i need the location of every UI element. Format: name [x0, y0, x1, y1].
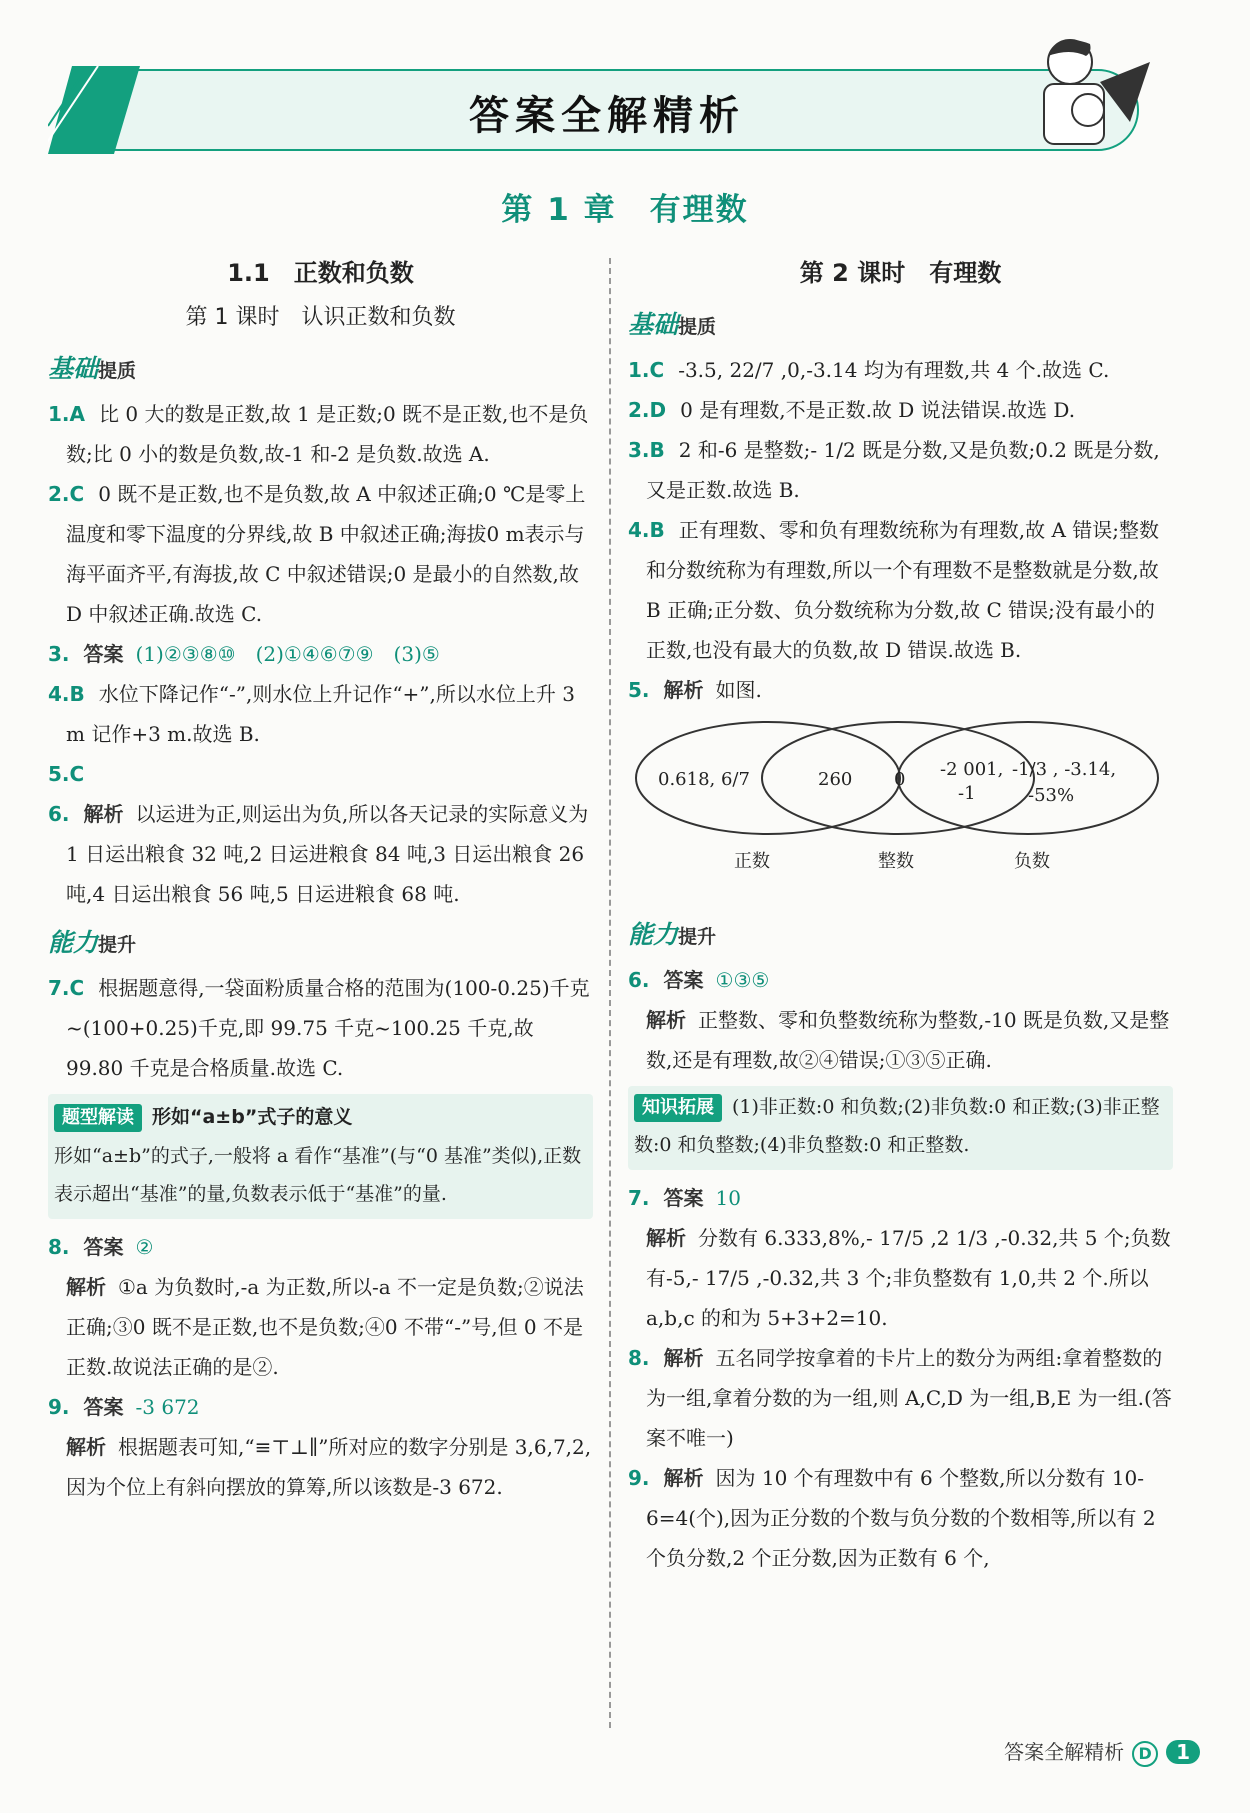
column-divider: [609, 258, 611, 1728]
answer-item: 4.B 水位下降记作“-”,则水位上升记作“+”,所以水位上升 3 m 记作+3 m.故选 B.: [48, 682, 575, 746]
venn-negative-integer-2: -1: [958, 783, 976, 804]
tip-label: 题型解读: [54, 1104, 142, 1132]
tip-box: [628, 1086, 1173, 1170]
answer-item: 9. 解析 因为 10 个有理数中有 6 个整数,所以分数有 10-6=4(个),因为正分数的个数与负分数的个数相等,所以有 2 个负分数,2 个正分数,因为正数有 6 个,: [628, 1466, 1156, 1570]
ability-heading: 能力提升: [48, 928, 137, 957]
answer-item: 3. 答案 (1)②③⑧⑩ (2)①④⑥⑦⑨ (3)⑤: [48, 642, 440, 666]
answer-item: 2.D 0 是有理数,不是正数.故 D 说法错误.故选 D.: [628, 398, 1076, 422]
analysis-text: 解析 根据题表可知,“≡⊤⊥∥”所对应的数字分别是 3,6,7,2,因为个位上有斜向摆放的算筹,所以该数是-3 672.: [66, 1435, 592, 1499]
basic-heading: 基础提质: [48, 354, 137, 383]
answer-item: 5. 解析 如图.: [628, 678, 762, 702]
venn-negative-integer: -2 001,: [940, 759, 1004, 780]
basic-heading: 基础提质: [628, 310, 717, 339]
mascot-illustration: [1000, 22, 1178, 154]
answer-item: 4.B 正有理数、零和负有理数统称为有理数,故 A 错误;整数和分数统称为有理数,所以一个有理数不是整数就是分数,故 B 正确;正分数、负分数统称为分数,故 C 错误;没有最小的正数,也没有最大的负数,故 D 错误.故选 B.: [628, 518, 1160, 662]
answer-item: 7.C 根据题意得,一袋面粉质量合格的范围为(100-0.25)千克~(100+0.25)千克,即 99.75 千克~100.25 千克,故 99.80 千克是合格质量.故选 C.: [48, 976, 590, 1080]
page-banner: [48, 66, 1166, 154]
answer-item: 8. 解析 五名同学按拿着的卡片上的数分为两组:拿着整数的为一组,拿着分数的为一组,则 A,C,D 为一组,B,E 为一组.(答案不唯一): [628, 1346, 1172, 1450]
section-title: 1.1 正数和负数: [227, 259, 414, 287]
answer-item: 3.B 2 和-6 是整数;- 1/2 既是分数,又是负数;0.2 既是分数,又是正数.故选 B.: [628, 438, 1160, 502]
answer-item: 6. 解析 以运进为正,则运出为负,所以各天记录的实际意义为 1 日运出粮食 32 吨,2 日运进粮食 84 吨,3 日运出粮食 26 吨,4 日运出粮食 56 吨,5 日运进粮食 68 吨.: [48, 802, 589, 906]
answer-item: 7. 答案 10: [628, 1186, 741, 1210]
answer-item: 1.A 比 0 大的数是正数,故 1 是正数;0 既不是正数,也不是负数;比 0 小的数是负数,故-1 和-2 是负数.故选 A.: [48, 402, 589, 466]
analysis-text: 解析 ①a 为负数时,-a 为正数,所以-a 不一定是负数;②说法正确;③0 既不是正数,也不是负数;④0 不带“-”号,但 0 不是正数.故说法正确的是②.: [66, 1275, 584, 1379]
right-column: [628, 250, 1173, 1578]
footer-edition-letter: D: [1132, 1741, 1158, 1767]
venn-negative-values: -1/3 , -3.14,: [1012, 759, 1117, 780]
venn-positive-integer: 260: [818, 769, 853, 790]
venn-label-negative: 负数: [1014, 851, 1050, 872]
answer-item: 8. 答案 ②: [48, 1235, 154, 1259]
banner-title: 答案全解精析: [469, 93, 745, 139]
tip-box: [48, 1094, 593, 1219]
tip-title: 形如“a±b”式子的意义: [152, 1106, 353, 1128]
tip-text: (1)非正数:0 和负数;(2)非负数:0 和正数;(3)非正整数:0 和负整数;(4)非负整数:0 和正整数.: [634, 1096, 1160, 1156]
analysis-text: 解析 正整数、零和负整数统称为整数,-10 既是负数,又是整数,还是有理数,故②④错误;①③⑤正确.: [646, 1008, 1170, 1072]
answer-item: 1.C -3.5, 22/7 ,0,-3.14 均为有理数,共 4 个.故选 C.: [628, 358, 1110, 382]
tip-label: 知识拓展: [634, 1094, 722, 1122]
answer-item: 6. 答案 ①③⑤: [628, 968, 770, 992]
venn-zero: 0: [894, 769, 906, 790]
page-footer: [1004, 1736, 1200, 1767]
lesson-title: 第 1 课时 认识正数和负数: [185, 305, 456, 330]
chapter-title: 第 1 章 有理数: [501, 192, 749, 228]
venn-label-positive: 正数: [734, 851, 770, 872]
analysis-text: 解析 分数有 6.333,8%,- 17/5 ,2 1/3 ,-0.32,共 5 个;负数有-5,- 17/5 ,-0.32,共 3 个;非负整数有 1,0,共 2 个.所以 a,b,c 的和为 5+3+2=10.: [646, 1226, 1171, 1330]
ability-heading: 能力提升: [628, 920, 717, 949]
venn-label-integer: 整数: [878, 851, 914, 872]
lesson-title: 第 2 课时 有理数: [799, 259, 1002, 287]
answer-item: 2.C 0 既不是正数,也不是负数,故 A 中叙述正确;0 ℃是零上温度和零下温度的分界线,故 B 中叙述正确;海拔0 m表示与海平面齐平,有海拔,故 C 中叙述错误;0 是最小的自然数,故 D 中叙述正确.故选 C.: [48, 482, 586, 626]
footer-text: 答案全解精析: [1004, 1740, 1125, 1764]
answer-item: 9. 答案 -3 672: [48, 1395, 200, 1419]
venn-positive-fractions: 0.618, 6/7: [658, 769, 750, 790]
answer-item: 5.C: [48, 762, 85, 786]
venn-diagram: [628, 716, 1173, 906]
venn-negative-values-2: -53%: [1028, 785, 1075, 806]
tip-text: 形如“a±b”的式子,一般将 a 看作“基准”(与“0 基准”类似),正数表示超出“基准”的量,负数表示低于“基准”的量.: [54, 1145, 582, 1205]
left-column: [48, 250, 593, 1507]
page-number: 1: [1166, 1740, 1200, 1764]
